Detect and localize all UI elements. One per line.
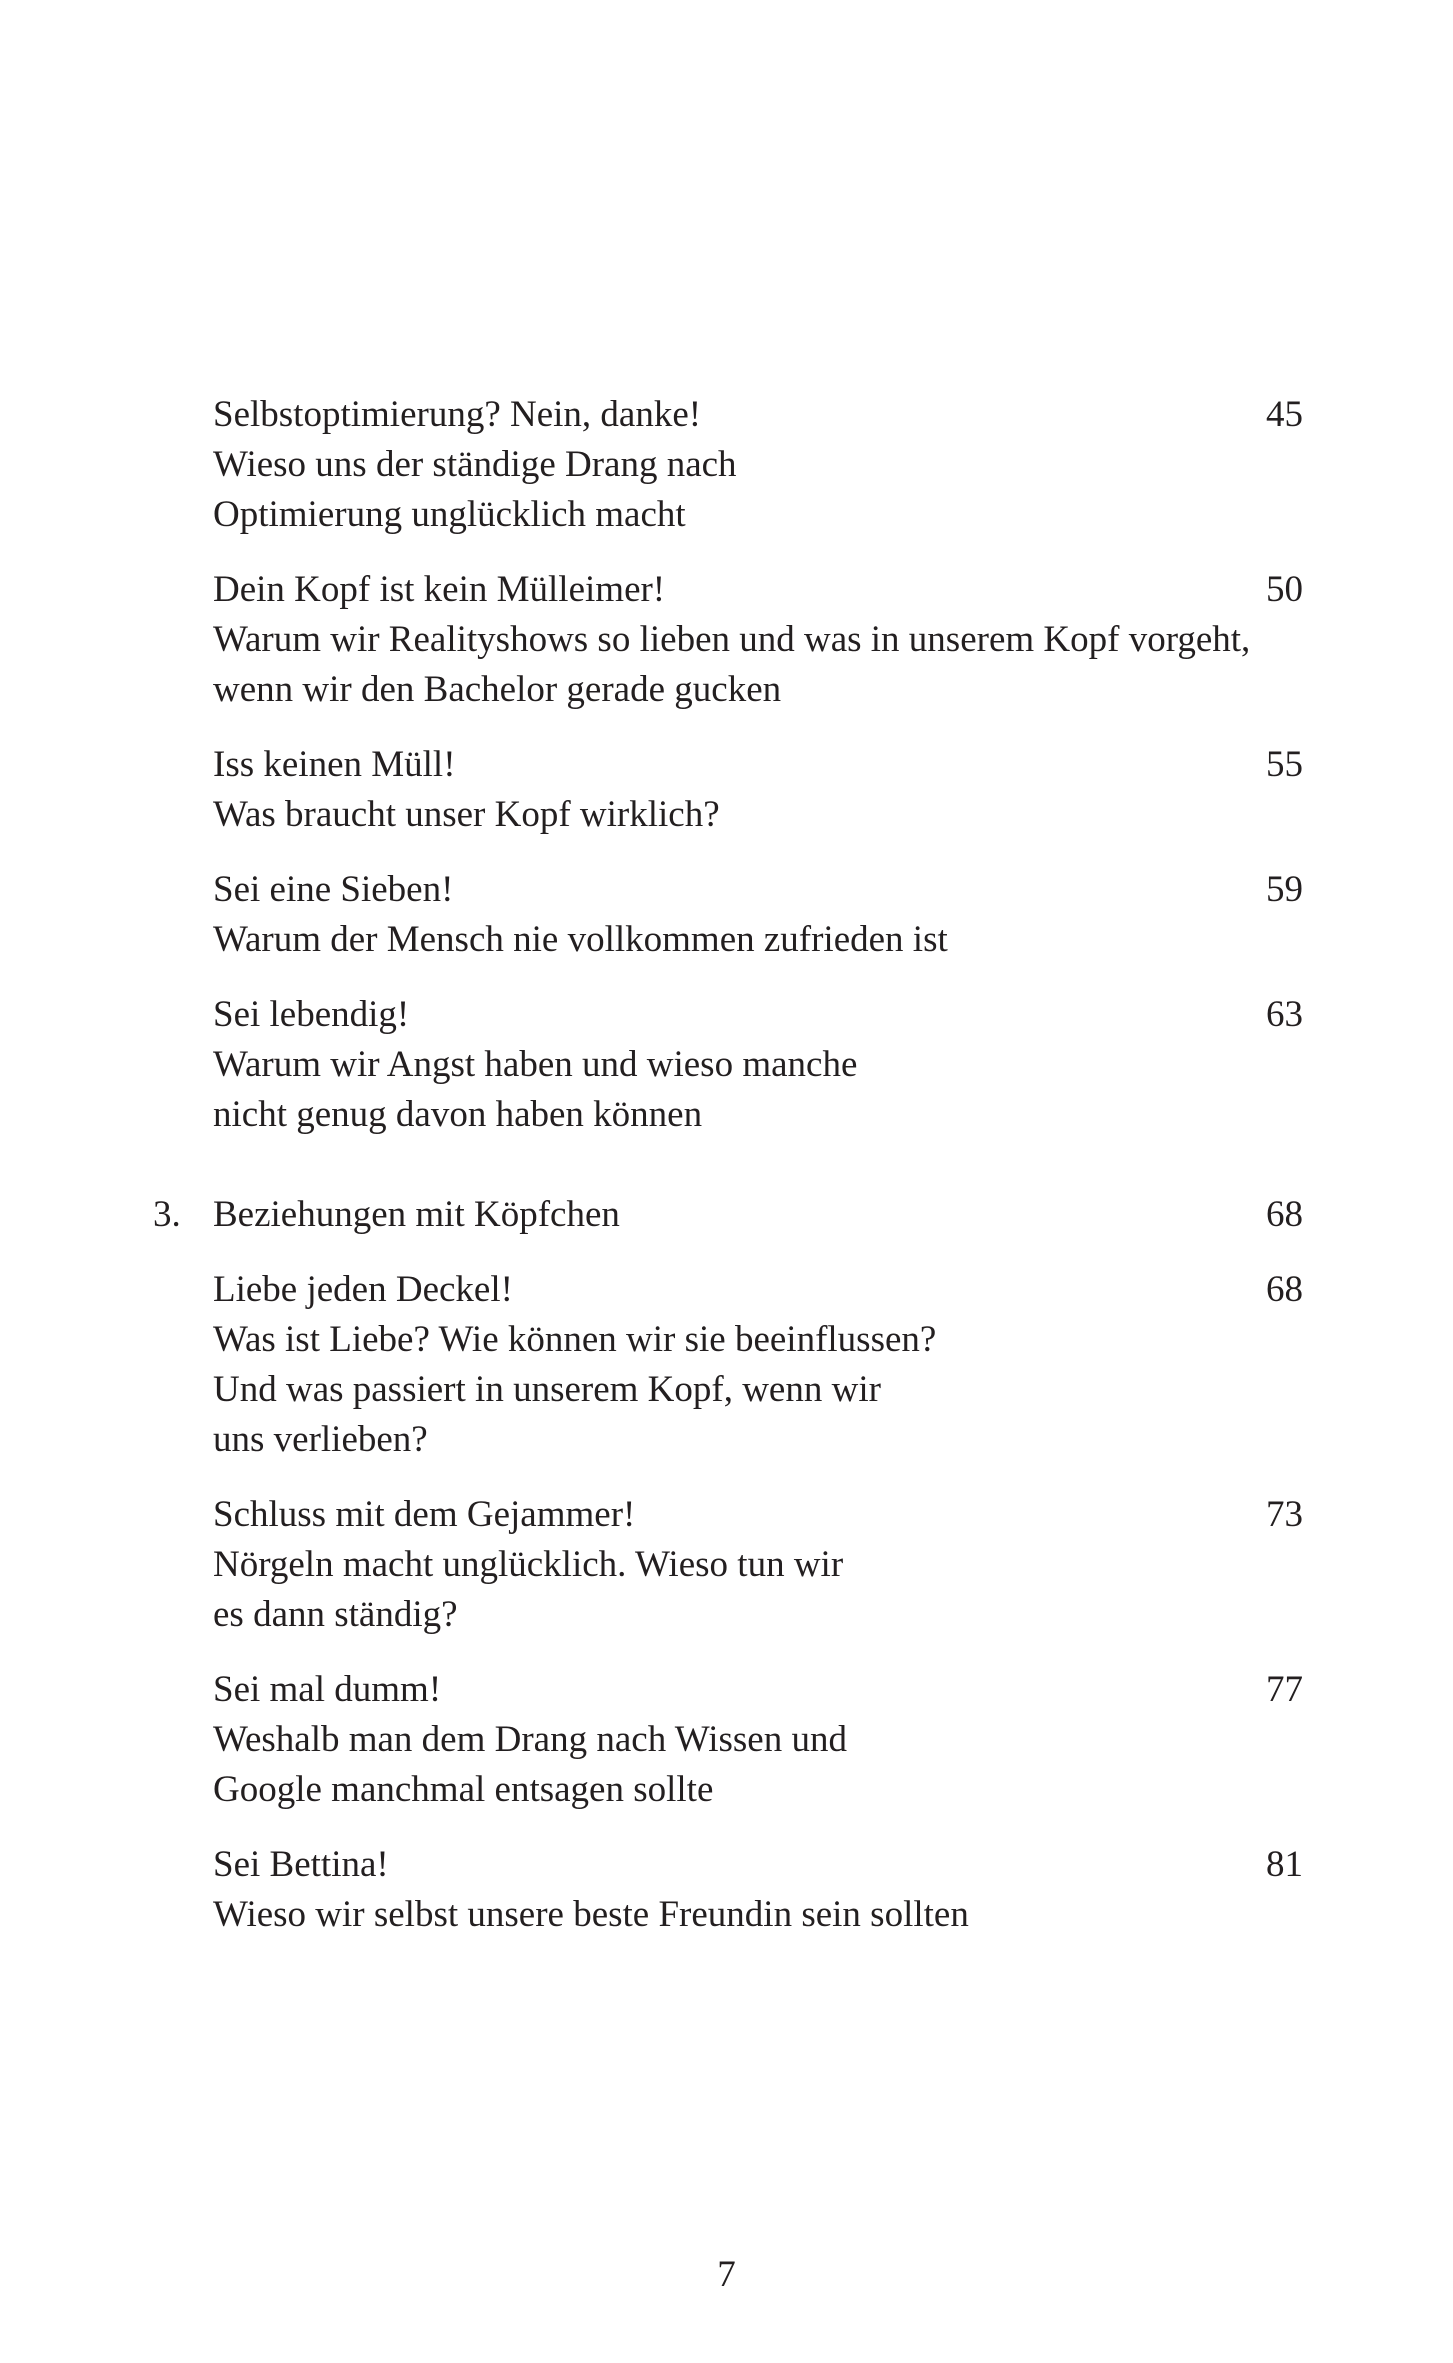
toc-entry-title: Sei eine Sieben! xyxy=(213,869,454,910)
toc-entry-title-line xyxy=(213,1490,1303,1540)
toc-entry-title: Schluss mit dem Gejammer! xyxy=(213,1494,636,1535)
toc-entry-page: 55 xyxy=(1266,744,1303,785)
toc-entry-title: Liebe jeden Deckel! xyxy=(213,1269,513,1310)
toc-entry-subtitle: wenn wir den Bachelor gerade gucken xyxy=(213,669,782,710)
toc-entry xyxy=(213,390,1303,540)
toc-entry-subtitle: Warum wir Realityshows so lieben und was in unserem Kopf vorgeht, xyxy=(213,619,1251,660)
toc-entry-title-line xyxy=(213,865,1303,915)
toc-entry xyxy=(213,990,1303,1140)
toc-entry-subtitle: Google manchmal entsagen sollte xyxy=(213,1769,714,1810)
toc-chapter xyxy=(153,1190,1303,1240)
toc-entry-title-line xyxy=(213,390,1303,440)
toc-entry-subtitle: Warum wir Angst haben und wieso manche xyxy=(213,1044,858,1085)
toc-entry-page: 50 xyxy=(1266,569,1303,610)
toc-entry-page: 73 xyxy=(1266,1494,1303,1535)
toc-entry-title: Iss keinen Müll! xyxy=(213,744,456,785)
toc-entry-page: 81 xyxy=(1266,1844,1303,1885)
chapter-title: Beziehungen mit Köpfchen xyxy=(213,1194,620,1235)
toc-entry-subtitle: Warum der Mensch nie vollkommen zufrieden ist xyxy=(213,919,948,960)
toc-entry xyxy=(213,1490,1303,1640)
toc-entry-subtitle: Wieso uns der ständige Drang nach xyxy=(213,444,737,485)
toc-entry-page: 59 xyxy=(1266,869,1303,910)
toc-entry xyxy=(213,865,1303,965)
toc-entry-title: Sei Bettina! xyxy=(213,1844,389,1885)
toc-entry-title-line xyxy=(213,565,1303,615)
toc-entry-title: Sei mal dumm! xyxy=(213,1669,442,1710)
page-number: 7 xyxy=(717,2254,736,2295)
toc-entry-title-line xyxy=(213,1665,1303,1715)
toc-entry-title: Dein Kopf ist kein Mülleimer! xyxy=(213,569,666,610)
toc-entry xyxy=(213,565,1303,715)
toc-entry-title-line xyxy=(213,740,1303,790)
toc-entry-subtitle: nicht genug davon haben können xyxy=(213,1094,703,1135)
toc-entry xyxy=(213,1665,1303,1815)
toc-entry-title-line xyxy=(213,1265,1303,1315)
toc-entry-title: Sei lebendig! xyxy=(213,994,410,1035)
toc-entry-page: 68 xyxy=(1266,1269,1303,1310)
toc-entry-page: 63 xyxy=(1266,994,1303,1035)
toc-entry-title-line xyxy=(213,1840,1303,1890)
toc-entry xyxy=(213,1265,1303,1465)
toc-entry-subtitle: Wieso wir selbst unsere beste Freundin sein sollten xyxy=(213,1894,969,1935)
chapter-number: 3. xyxy=(153,1194,181,1235)
toc-entry xyxy=(213,1840,1303,1940)
toc-entry-page: 45 xyxy=(1266,394,1303,435)
toc-entry-title-line xyxy=(213,990,1303,1040)
toc-entry-subtitle: Nörgeln macht unglücklich. Wieso tun wir xyxy=(213,1544,844,1585)
toc-entry-page: 77 xyxy=(1266,1669,1303,1710)
toc-entry-subtitle: Was ist Liebe? Wie können wir sie beeinflussen? xyxy=(213,1319,937,1360)
toc-entry-subtitle: Optimierung unglücklich macht xyxy=(213,494,686,535)
toc-entry-title: Selbstoptimierung? Nein, danke! xyxy=(213,394,702,435)
toc-entry-subtitle: Weshalb man dem Drang nach Wissen und xyxy=(213,1719,847,1760)
chapter-page: 68 xyxy=(1266,1194,1303,1235)
toc-entry-subtitle: uns verlieben? xyxy=(213,1419,428,1460)
toc-entry-subtitle: Was braucht unser Kopf wirklich? xyxy=(213,794,720,835)
toc-entry-subtitle: es dann ständig? xyxy=(213,1594,458,1635)
toc-entry xyxy=(213,740,1303,840)
toc-entry-subtitle: Und was passiert in unserem Kopf, wenn wir xyxy=(213,1369,881,1410)
